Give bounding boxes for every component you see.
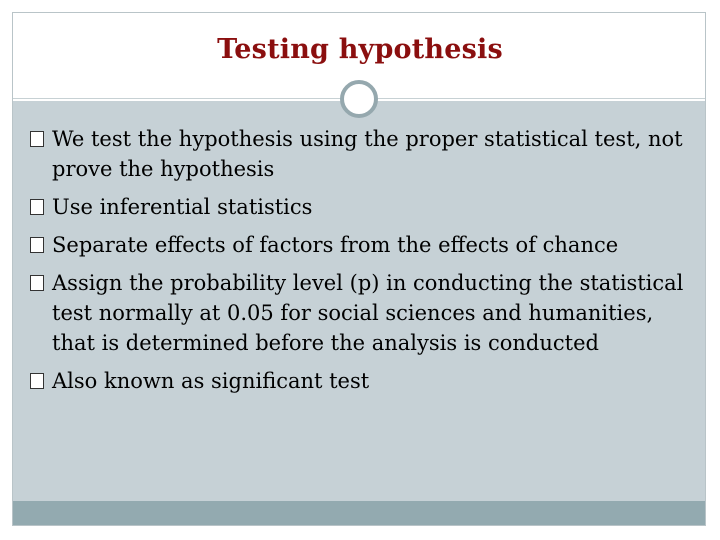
bullet-text: Separate effects of factors from the effects of chance (52, 233, 619, 257)
footer-bar (13, 501, 705, 525)
bullet-text: Use inferential statistics (52, 195, 313, 219)
bullet-text: We test the hypothesis using the proper statistical test, not prove the hypothesis (52, 127, 683, 181)
divider-circle-center (351, 91, 367, 107)
divider-circle-ornament (340, 80, 378, 118)
bullet-item (30, 230, 690, 260)
bullet-item (30, 268, 690, 358)
bullet-list (30, 124, 690, 404)
bullet-item (30, 366, 690, 396)
missing-glyph-bullet-icon (30, 373, 44, 389)
bullet-text: Also known as significant test (52, 369, 370, 393)
missing-glyph-bullet-icon (30, 275, 44, 291)
missing-glyph-bullet-icon (30, 237, 44, 253)
bullet-item (30, 124, 690, 184)
bullet-text: Assign the probability level (p) in conducting the statistical test normally at 0.05 for social sciences and humanities, that is determined before the analysis is conducted (52, 271, 684, 355)
slide-title: Testing hypothesis (217, 34, 503, 65)
bullet-item (30, 192, 690, 222)
missing-glyph-bullet-icon (30, 199, 44, 215)
missing-glyph-bullet-icon (30, 131, 44, 147)
